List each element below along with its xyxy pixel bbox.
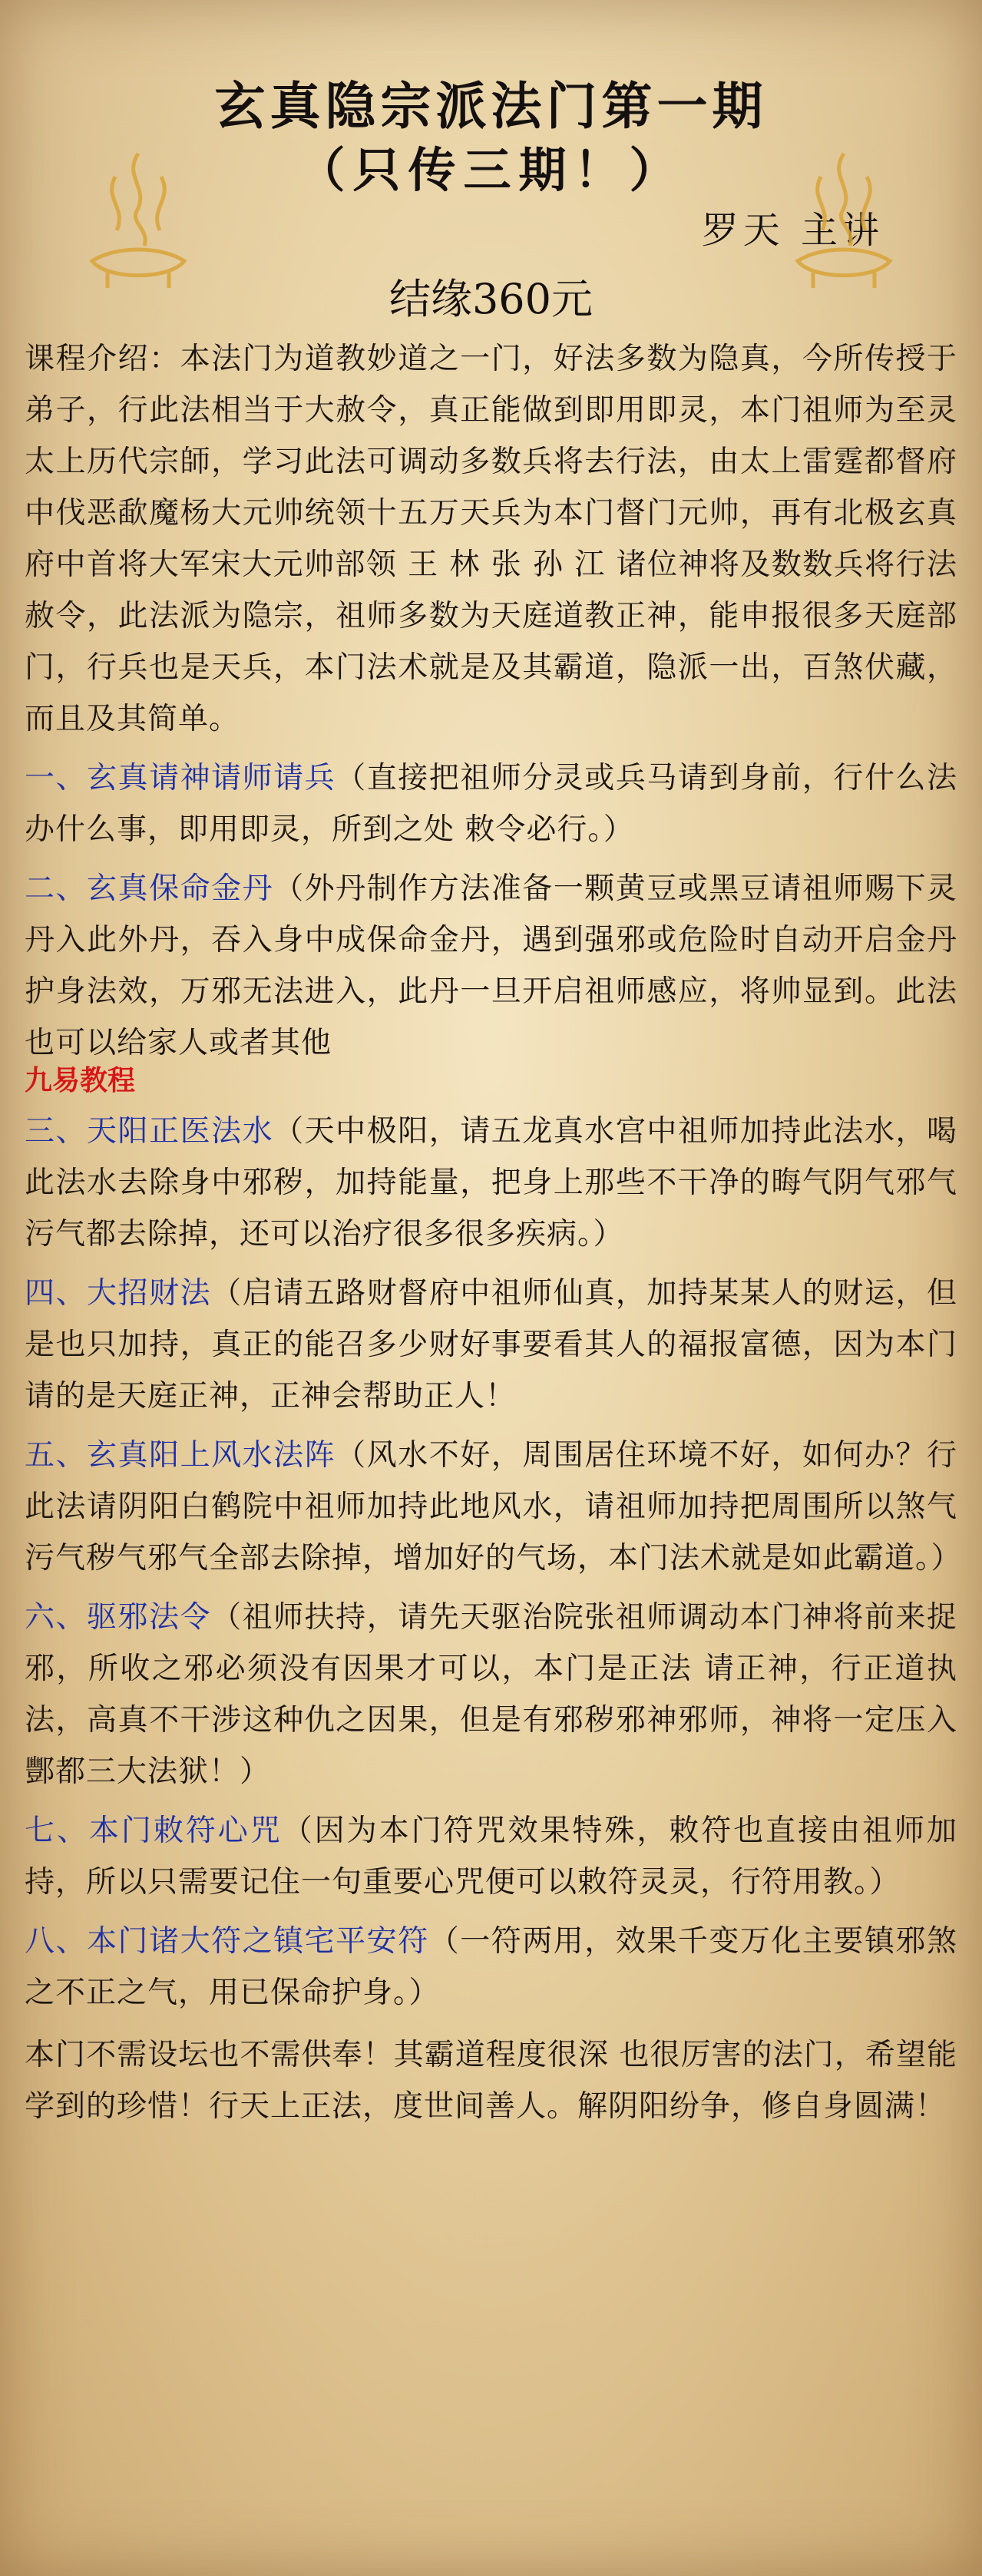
section-description: （一符两用，效果千变万化主要镇邪煞之不正之气，用已保命护身。） xyxy=(25,1924,957,2010)
section-7 xyxy=(25,1805,957,1908)
section-description: （风水不好，周围居住环境不好，如何办？行此法请阴阳白鹤院中祖师加持此地风水，请祖师加持把周围所以煞气污气秽气邪气全部去除掉，增加好的气场，本门法术就是如此霸道。） xyxy=(25,1438,962,1576)
section-4 xyxy=(25,1268,957,1422)
section-heading: 五、玄真阳上风水法阵 xyxy=(25,1438,336,1473)
golden-flame-icon xyxy=(77,146,200,292)
section-6 xyxy=(25,1592,957,1797)
section-description: （祖师扶持，请先天驱治院张祖师调动本门神将前来捉邪，所收之邪必须没有因果才可以，本门是正法 请正神，行正道执法，高真不干涉这种仇之因果，但是有邪秽邪神邪师，神将一定压入酆都三大法狱！） xyxy=(25,1600,957,1789)
section-3 xyxy=(25,1106,957,1260)
section-5 xyxy=(25,1430,962,1584)
section-description: （因为本门符咒效果特殊，敕符也直接由祖师加持，所以只需要记住一句重要心咒便可以敕符灵灵，行符用教。） xyxy=(25,1814,957,1900)
section-heading: 八、本门诸大符之镇宅平安符 xyxy=(25,1924,429,1959)
section-description: （直接把祖师分灵或兵马请到身前，行什么法办什么事，即用即灵，所到之处 敕令必行。） xyxy=(25,761,957,847)
section-description: （天中极阳，请五龙真水宫中祖师加持此法水，喝此法水去除身中邪秽，加持能量，把身上那些不干净的晦气阴气邪气污气都去除掉，还可以治疗很多很多疾病。） xyxy=(25,1114,957,1252)
section-description: （启请五路财督府中祖师仙真，加持某某人的财运，但是也只加持，真正的能召多少财好事要看其人的福报富德，因为本门请的是天庭正神，正神会帮助正人！ xyxy=(25,1276,957,1414)
course-intro: 课程介绍：本法门为道教妙道之一门，好法多数为隐真，今所传授于弟子，行此法相当于大赦令，真正能做到即用即灵，本门祖师为至灵太上历代宗師，学习此法可调动多数兵将去行法，由太上雷霆都督府中伐恶歃魔杨大元帅统领十五万天兵为本门督门元帅，再有北极玄真府中首将大军宋大元帅部领 王 林 张 孙 江 诸位神将及数数兵将行法赦令，此法派为隐宗，祖师多数为天庭道教正神，能申报很多天庭部门，行兵也是天兵，本门法术就是及其霸道，隐派一出，百煞伏藏，而且及其简单。 xyxy=(25,342,957,736)
section-heading: 六、驱邪法令 xyxy=(25,1600,212,1635)
section-heading: 七、本门敕符心咒 xyxy=(25,1814,283,1848)
price: 结缘360元 xyxy=(389,275,593,323)
section-heading: 一、玄真请神请师请兵 xyxy=(25,761,336,795)
section-1 xyxy=(25,752,957,855)
page-title: 玄真隐宗派法门第一期 xyxy=(214,76,768,136)
section-heading: 四、大招财法 xyxy=(25,1276,212,1311)
golden-flame-icon xyxy=(782,146,905,292)
section-description: （外丹制作方法准备一颗黄豆或黑豆请祖师赐下灵丹入此外丹，吞入身中成保命金丹，遇到强邪或危险时自动开启金丹护身法效，万邪无法进入，此丹一旦开启祖师感应，将帅显到。此法也可以给家人或者其他 xyxy=(25,871,957,1060)
watermark: 九易教程 xyxy=(25,1065,136,1096)
lecturer: 罗天 主讲 xyxy=(701,209,884,252)
section-heading: 三、天阳正医法水 xyxy=(25,1114,274,1149)
section-heading: 二、玄真保命金丹 xyxy=(25,871,274,906)
closing-text: 本门不需设坛也不需供奉！其霸道程度很深 也很厉害的法门，希望能学到的珍惜！行天上正法，度世间善人。解阴阳纷争，修自身圆满！ xyxy=(25,2038,957,2124)
page-subtitle: （只传三期！） xyxy=(297,142,685,198)
section-8 xyxy=(25,1916,957,2019)
section-2 xyxy=(25,863,957,1069)
